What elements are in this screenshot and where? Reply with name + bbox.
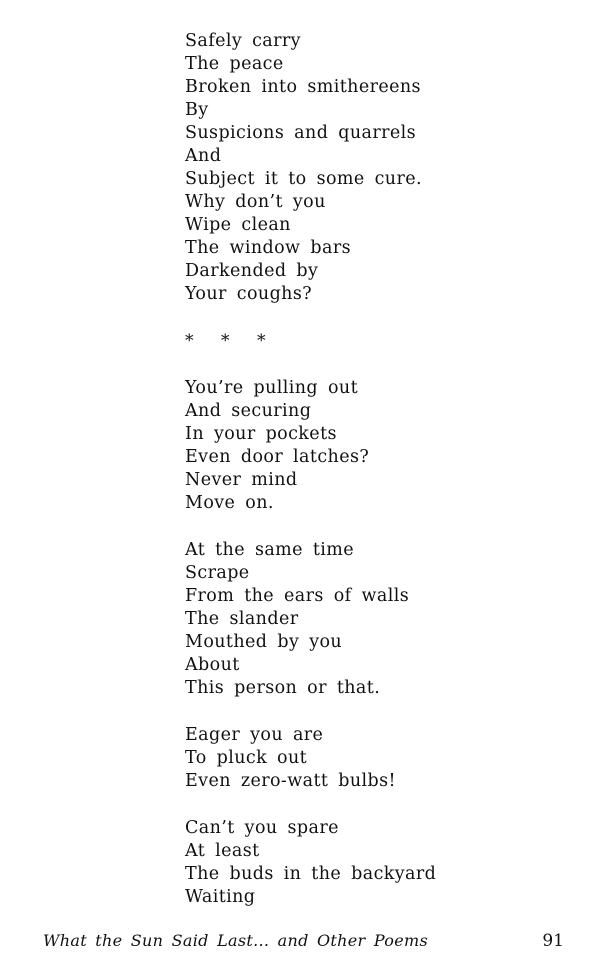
poem-line: Mouthed by you (185, 632, 343, 652)
asterisk-glyph: * (221, 331, 230, 351)
poem-line: Move on. (185, 493, 274, 513)
stanza-2 (185, 377, 436, 515)
section-break (185, 330, 436, 353)
asterisk-glyph: * (185, 331, 194, 351)
stanza-gap (185, 306, 436, 330)
poem-line: Even zero-watt bulbs! (185, 771, 396, 791)
poem-line: This person or that. (185, 678, 381, 698)
poem-line: The peace (185, 54, 284, 74)
page-footer (43, 931, 564, 955)
poem-line: At least (185, 841, 260, 861)
poem-line: You’re pulling out (185, 378, 359, 398)
poem-line: The window bars (185, 238, 351, 258)
poem-line: Scrape (185, 563, 250, 583)
running-footer-title: What the Sun Said Last... and Other Poems (43, 931, 428, 950)
stanza-4 (185, 724, 436, 793)
poem-line: Your coughs? (185, 284, 313, 304)
stanza-3 (185, 539, 436, 700)
poem-line: Suspicions and quarrels (185, 123, 417, 143)
poem-line: Broken into smithereens (185, 77, 421, 97)
poem-line: Eager you are (185, 725, 324, 745)
poem-line: Subject it to some cure. (185, 169, 422, 189)
poem-line: About (185, 655, 240, 675)
stanza-gap (185, 793, 436, 817)
stanza-1 (185, 30, 436, 306)
poem-line: By (185, 100, 209, 120)
poem-line: Can’t you spare (185, 818, 339, 838)
poem-line: Never mind (185, 470, 298, 490)
poem-line: Waiting (185, 887, 256, 907)
poem-line: Safely carry (185, 31, 301, 51)
asterisk-glyph: * (257, 331, 266, 351)
poem-line: Why don’t you (185, 192, 326, 212)
poem-line: At the same time (185, 540, 355, 560)
poem-line: And (185, 146, 222, 166)
poem-line: Darkended by (185, 261, 319, 281)
page-number: 91 (542, 931, 564, 951)
poem-line: In your pockets (185, 424, 337, 444)
poem-line: And securing (185, 401, 312, 421)
poem-line: To pluck out (185, 748, 308, 768)
poem-body (185, 30, 436, 909)
poem-line: The buds in the backyard (185, 864, 437, 884)
poem-line: Wipe clean (185, 215, 291, 235)
poem-line: Even door latches? (185, 447, 370, 467)
stanza-5 (185, 817, 436, 909)
stanza-gap (185, 700, 436, 724)
poem-line: The slander (185, 609, 299, 629)
poem-line: From the ears of walls (185, 586, 410, 606)
stanza-gap (185, 515, 436, 539)
stanza-gap (185, 353, 436, 377)
